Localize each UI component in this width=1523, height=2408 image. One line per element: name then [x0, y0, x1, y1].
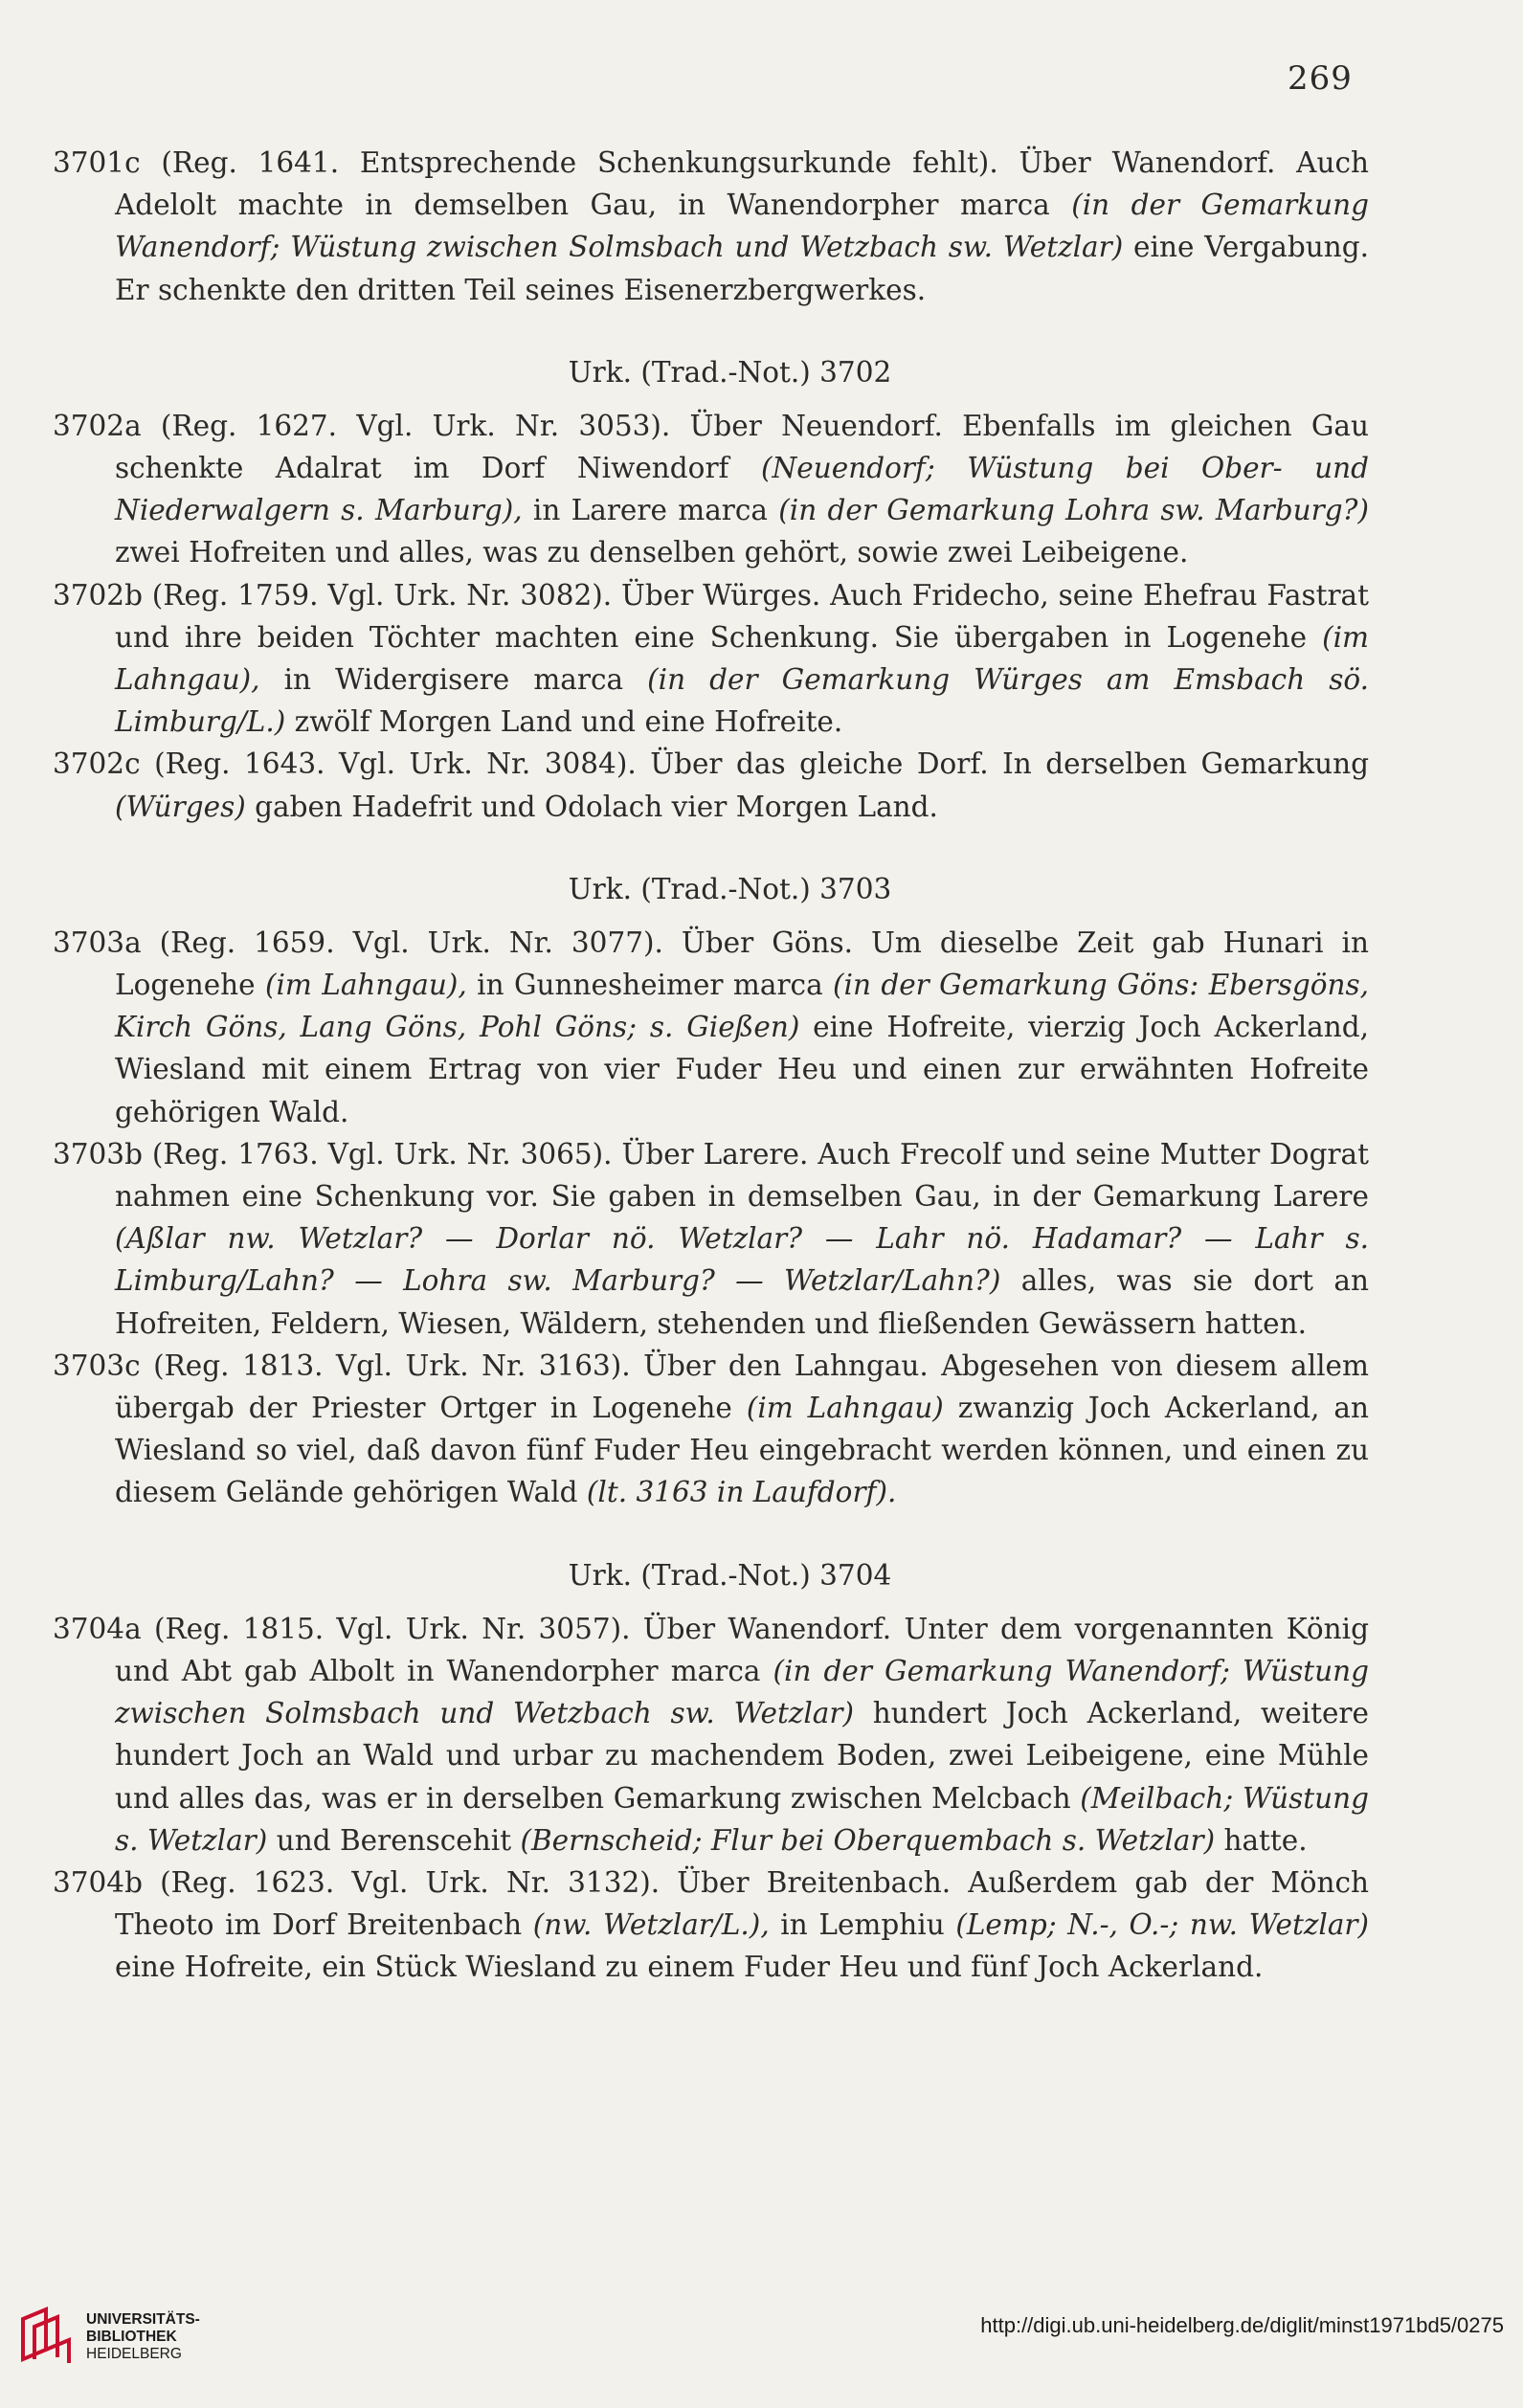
- italic-annotation: (in der Gemarkung Würges am Emsbach sö. Limburg/L.): [115, 663, 1370, 739]
- entry-text: 3704b (Reg. 1623. Vgl. Urk. Nr. 3132). Über Breitenbach. Außerdem gab der Mönch Theoto im Dorf Breitenbach: [53, 1865, 1369, 1942]
- entry-text: eine Hofreite, vierzig Joch Ackerland, Wiesland mit einem Ertrag von vier Fuder Heu und einen zur erwähnten Hofreite gehörigen Wald.: [115, 1011, 1369, 1128]
- entry-text: eine Vergabung. Er schenkte den dritten Teil seines Eisenerzbergwerkes.: [115, 231, 1369, 306]
- entry-text: alles, was sie dort an Hofreiten, Feldern, Wiesen, Wäldern, stehenden und fließenden Gewässern hatten.: [115, 1264, 1369, 1340]
- italic-annotation: (nw. Wetzlar/L.),: [532, 1908, 770, 1942]
- entry-text: und Berenscehit: [267, 1823, 521, 1857]
- entry-text: gaben Hadefrit und Odolach vier Morgen Land.: [245, 790, 938, 823]
- entry-text: in Gunnesheimer marca: [466, 969, 834, 1002]
- document-entry: [53, 142, 1369, 311]
- document-entry: [53, 405, 1369, 574]
- italic-annotation: (in der Gemarkung Lohra sw. Marburg?): [778, 494, 1369, 527]
- document-entry: [53, 1133, 1369, 1345]
- page-number: 269: [1288, 59, 1353, 98]
- entry-text: hundert Joch Ackerland, weitere hundert Joch an Wald und urbar zu machendem Boden, zwei Leibeigene, eine Mühle und alles das, was er in derselben Gemarkung zwischen Melcbach: [115, 1697, 1369, 1815]
- entry-text: zwanzig Joch Ackerland, an Wiesland so viel, daß davon fünf Fuder Heu eingebracht werden können, und einen zu diesem Gelände gehörigen Wald: [115, 1392, 1369, 1509]
- source-url-link[interactable]: http://digi.ub.uni-heidelberg.de/diglit/minst1971bd5/0275: [980, 2313, 1504, 2337]
- entry-text: 3702a (Reg. 1627. Vgl. Urk. Nr. 3053). Über Neuendorf. Ebenfalls im gleichen Gau schenkte Adalrat im Dorf Niwendorf: [53, 409, 1369, 485]
- library-name-line1: UNIVERSITÄTS-: [86, 2311, 200, 2328]
- library-name-line2: BIBLIOTHEK: [86, 2329, 177, 2345]
- italic-annotation: (im Lahngau),: [264, 969, 467, 1002]
- entry-text: hatte.: [1215, 1823, 1308, 1857]
- footer: [0, 2302, 1523, 2408]
- library-name: [86, 2311, 200, 2363]
- entry-text: in Widergisere marca: [259, 663, 648, 697]
- entry-text: 3704a (Reg. 1815. Vgl. Urk. Nr. 3057). Über Wanendorf. Unter dem vorgenannten König und Abt gab Albolt in Wanendorpher marca: [53, 1612, 1369, 1687]
- library-name-line3: HEIDELBERG: [86, 2346, 182, 2362]
- document-entry: [53, 1608, 1369, 1862]
- document-entry: [53, 743, 1369, 827]
- italic-annotation: (Aßlar nw. Wetzlar? — Dorlar nö. Wetzlar? — Lahr nö. Hadamar? — Lahr s. Limburg/Lahn? — Lohra sw. Marburg? — Wetzlar/Lahn?): [115, 1222, 1369, 1298]
- entry-text: zwei Hofreiten und alles, was zu denselben gehört, sowie zwei Leibeigene.: [115, 536, 1189, 569]
- italic-annotation: (Lemp; N.-, O.-; nw. Wetzlar): [955, 1908, 1370, 1942]
- document-entry: [53, 1345, 1369, 1514]
- library-logo-icon: [17, 2306, 77, 2365]
- italic-annotation: (Meilbach; Wüstung s. Wetzlar): [115, 1781, 1369, 1857]
- document-entry: [53, 574, 1369, 744]
- document-entry: [53, 922, 1369, 1133]
- italic-annotation: (Neuendorf; Wüstung bei Ober- und Niederwalgern s. Marburg),: [115, 452, 1369, 527]
- italic-annotation: (im Lahngau): [746, 1392, 944, 1425]
- italic-annotation: (in der Gemarkung Wanendorf; Wüstung zwischen Solmsbach und Wetzbach sw. Wetzlar): [115, 1654, 1370, 1730]
- italic-annotation: (Bernscheid; Flur bei Oberquembach s. Wetzlar): [520, 1823, 1216, 1857]
- section-heading: Urk. (Trad.-Not.) 3704: [568, 1558, 892, 1592]
- section-heading: Urk. (Trad.-Not.) 3703: [568, 872, 892, 905]
- italic-annotation: (in der Gemarkung Wanendorf; Wüstung zwischen Solmsbach und Wetzbach sw. Wetzlar): [115, 189, 1369, 264]
- italic-annotation: (lt. 3163 in Laufdorf).: [586, 1476, 897, 1509]
- entry-text: zwölf Morgen Land und eine Hofreite.: [285, 705, 843, 739]
- entry-text: eine Hofreite, ein Stück Wiesland zu einem Fuder Heu und fünf Joch Ackerland.: [115, 1951, 1264, 1984]
- entry-text: 3702b (Reg. 1759. Vgl. Urk. Nr. 3082). Über Würges. Auch Fridecho, seine Ehefrau Fastrat und ihre beiden Töchter machten eine Schenkung. Sie übergaben in Logenehe: [53, 578, 1369, 654]
- entry-text: 3703a (Reg. 1659. Vgl. Urk. Nr. 3077). Über Göns. Um dieselbe Zeit gab Hunari in Logenehe: [53, 925, 1369, 1002]
- entry-text: 3702c (Reg. 1643. Vgl. Urk. Nr. 3084). Über das gleiche Dorf. In derselben Gemarkung: [53, 747, 1369, 781]
- entry-text: 3701c (Reg. 1641. Entsprechende Schenkungsurkunde fehlt). Über Wanendorf. Auch Adelolt machte in demselben Gau, in Wanendorpher marca: [53, 146, 1369, 222]
- section-heading: Urk. (Trad.-Not.) 3702: [568, 355, 892, 389]
- italic-annotation: (in der Gemarkung Göns: Ebersgöns, Kirch Göns, Lang Göns, Pohl Göns; s. Gießen): [115, 969, 1369, 1044]
- italic-annotation: (im Lahngau),: [115, 620, 1369, 697]
- document-body: [53, 142, 1369, 1989]
- entry-text: in Larere marca: [522, 494, 779, 527]
- document-entry: [53, 1862, 1369, 1989]
- entry-text: 3703c (Reg. 1813. Vgl. Urk. Nr. 3163). Über den Lahngau. Abgesehen von diesem allem übergab der Priester Ortger in Logenehe: [53, 1349, 1369, 1425]
- entry-text: 3703b (Reg. 1763. Vgl. Urk. Nr. 3065). Über Larere. Auch Frecolf und seine Mutter Dograt nahmen eine Schenkung vor. Sie gaben in demselben Gau, in der Gemarkung Larere: [53, 1137, 1369, 1214]
- italic-annotation: (Würges): [115, 790, 246, 823]
- entry-text: in Lemphiu: [769, 1908, 956, 1942]
